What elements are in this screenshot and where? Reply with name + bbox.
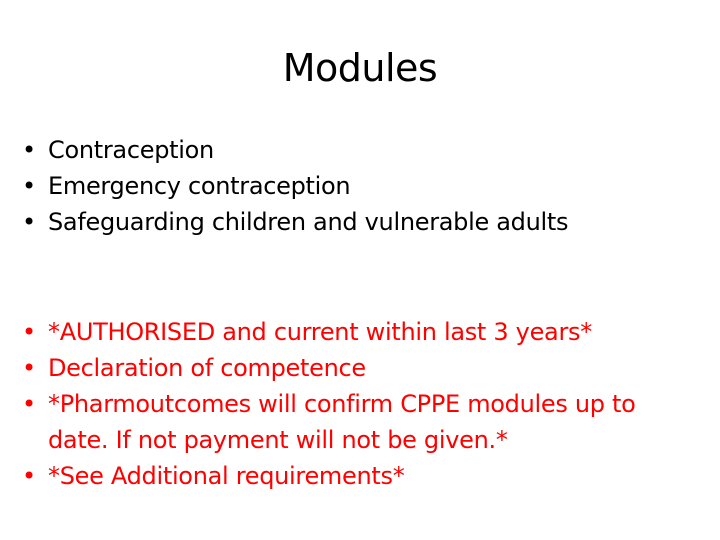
- bullet-icon: •: [22, 318, 36, 346]
- bullet-icon: •: [22, 136, 36, 164]
- requirement-text: *See Additional requirements*: [48, 462, 405, 490]
- requirement-item: [0, 350, 636, 386]
- requirement-text: Declaration of competence: [48, 354, 366, 382]
- bullet-icon: •: [22, 354, 36, 382]
- requirements-list: [0, 314, 636, 494]
- module-label: Contraception: [48, 136, 214, 164]
- requirement-item: [0, 386, 636, 458]
- requirement-text: *Pharmoutcomes will confirm CPPE modules up to: [48, 390, 636, 418]
- bullet-icon: •: [22, 172, 36, 200]
- requirement-item: [0, 458, 636, 494]
- module-label: Emergency contraception: [48, 172, 351, 200]
- bullet-icon: •: [22, 462, 36, 490]
- module-list: [0, 132, 568, 240]
- bullet-icon: •: [22, 390, 36, 418]
- requirement-item: [0, 314, 636, 350]
- module-label: Safeguarding children and vulnerable adults: [48, 208, 569, 236]
- module-list-item: [0, 204, 568, 240]
- module-list-item: [0, 168, 568, 204]
- module-list-item: [0, 132, 568, 168]
- requirement-text: *AUTHORISED and current within last 3 years*: [48, 318, 592, 346]
- slide-title: Modules: [282, 46, 438, 90]
- bullet-icon: •: [22, 208, 36, 236]
- requirement-text-continued: date. If not payment will not be given.*: [48, 426, 508, 454]
